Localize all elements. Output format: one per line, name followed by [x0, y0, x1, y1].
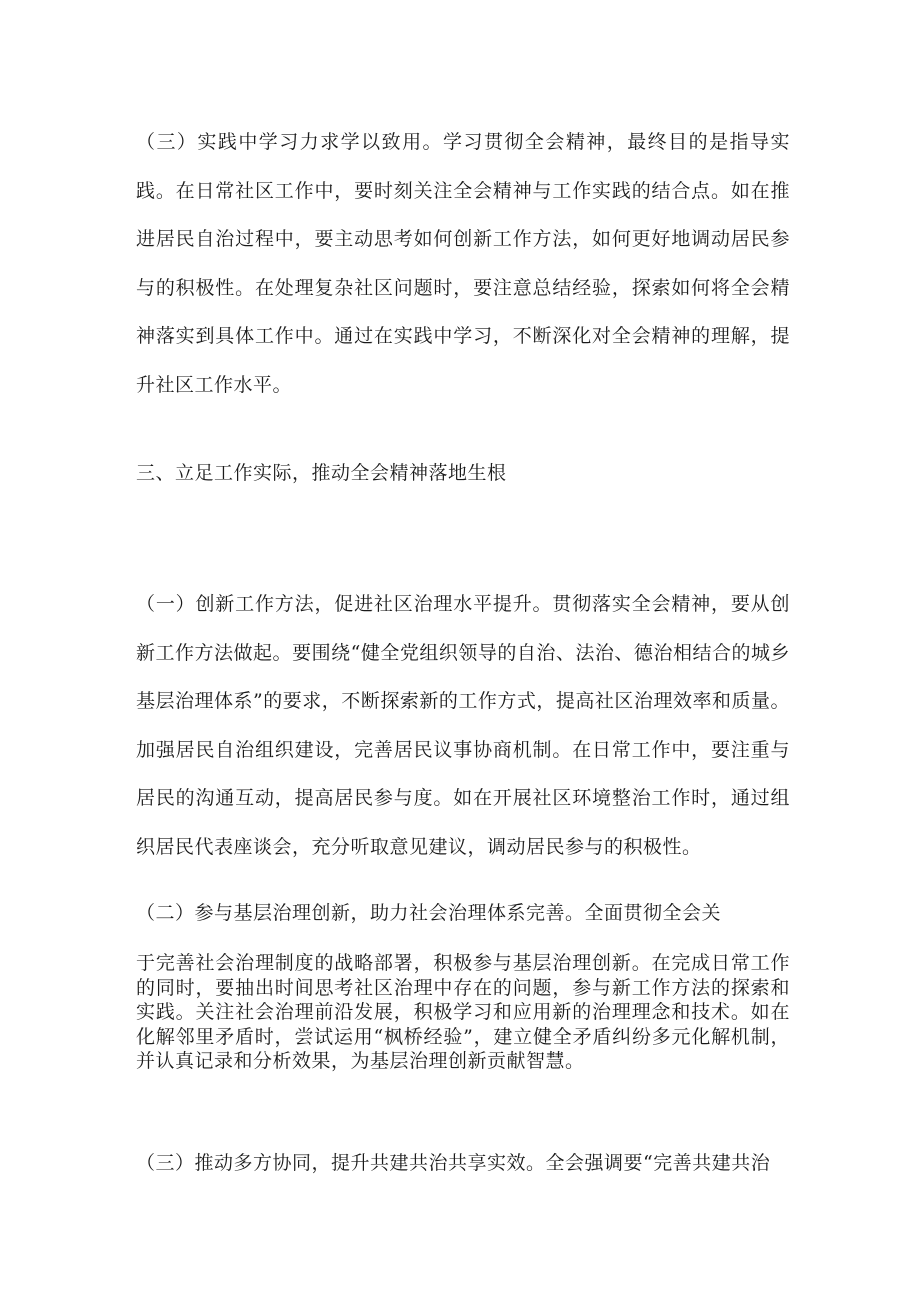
- paragraph-innovate-methods: （一）创新工作方法，促进社区治理水平提升。贯彻落实全会精神，要从创新工作方法做起。要围绕“健全党组织领导的自治、法治、德治相结合的城乡基层治理体系”的要求，不断探索新的工作方式，提高社区治理效率和质量。加强居民自治组织建设，完善居民议事协商机制。在日常工作中，要注重与居民的沟通互动，提高居民参与度。如在开展社区环境整治工作时，通过组织居民代表座谈会，充分听取意见建议，调动居民参与的积极性。: [136, 593, 790, 858]
- paragraph-governance-innovation-body: 于完善社会治理制度的战略部署，积极参与基层治理创新。在完成日常工作的同时，要抽出时间思考社区治理中存在的问题，参与新工作方法的探索和实践。关注社会治理前沿发展，积极学习和应用新的治理理念和技术。如在化解邻里矛盾时，尝试运用“枫桥经验”，建立健全矛盾纠纷多元化解机制，并认真记录和分析效果，为基层治理创新贡献智慧。: [136, 952, 790, 1073]
- paragraph-governance-innovation-lead: （二）参与基层治理创新，助力社会治理体系完善。全面贯彻全会关: [136, 902, 722, 924]
- paragraph-practice-learning: （三）实践中学习力求学以致用。学习贯彻全会精神，最终目的是指导实践。在日常社区工作中，要时刻关注全会精神与工作实践的结合点。如在推进居民自治过程中，要主动思考如何创新工作方法，如何更好地调动居民参与的积极性。在处理复杂社区问题时，要注意总结经验，探索如何将全会精神落实到具体工作中。通过在实践中学习，不断深化对全会精神的理解，提升社区工作水平。: [136, 131, 790, 396]
- paragraph-multi-party-collaboration: （三）推动多方协同，提升共建共治共享实效。全会强调要“完善共建共治: [136, 1152, 771, 1174]
- section-heading-three: 三、立足工作实际，推动全会精神落地生根: [136, 462, 507, 484]
